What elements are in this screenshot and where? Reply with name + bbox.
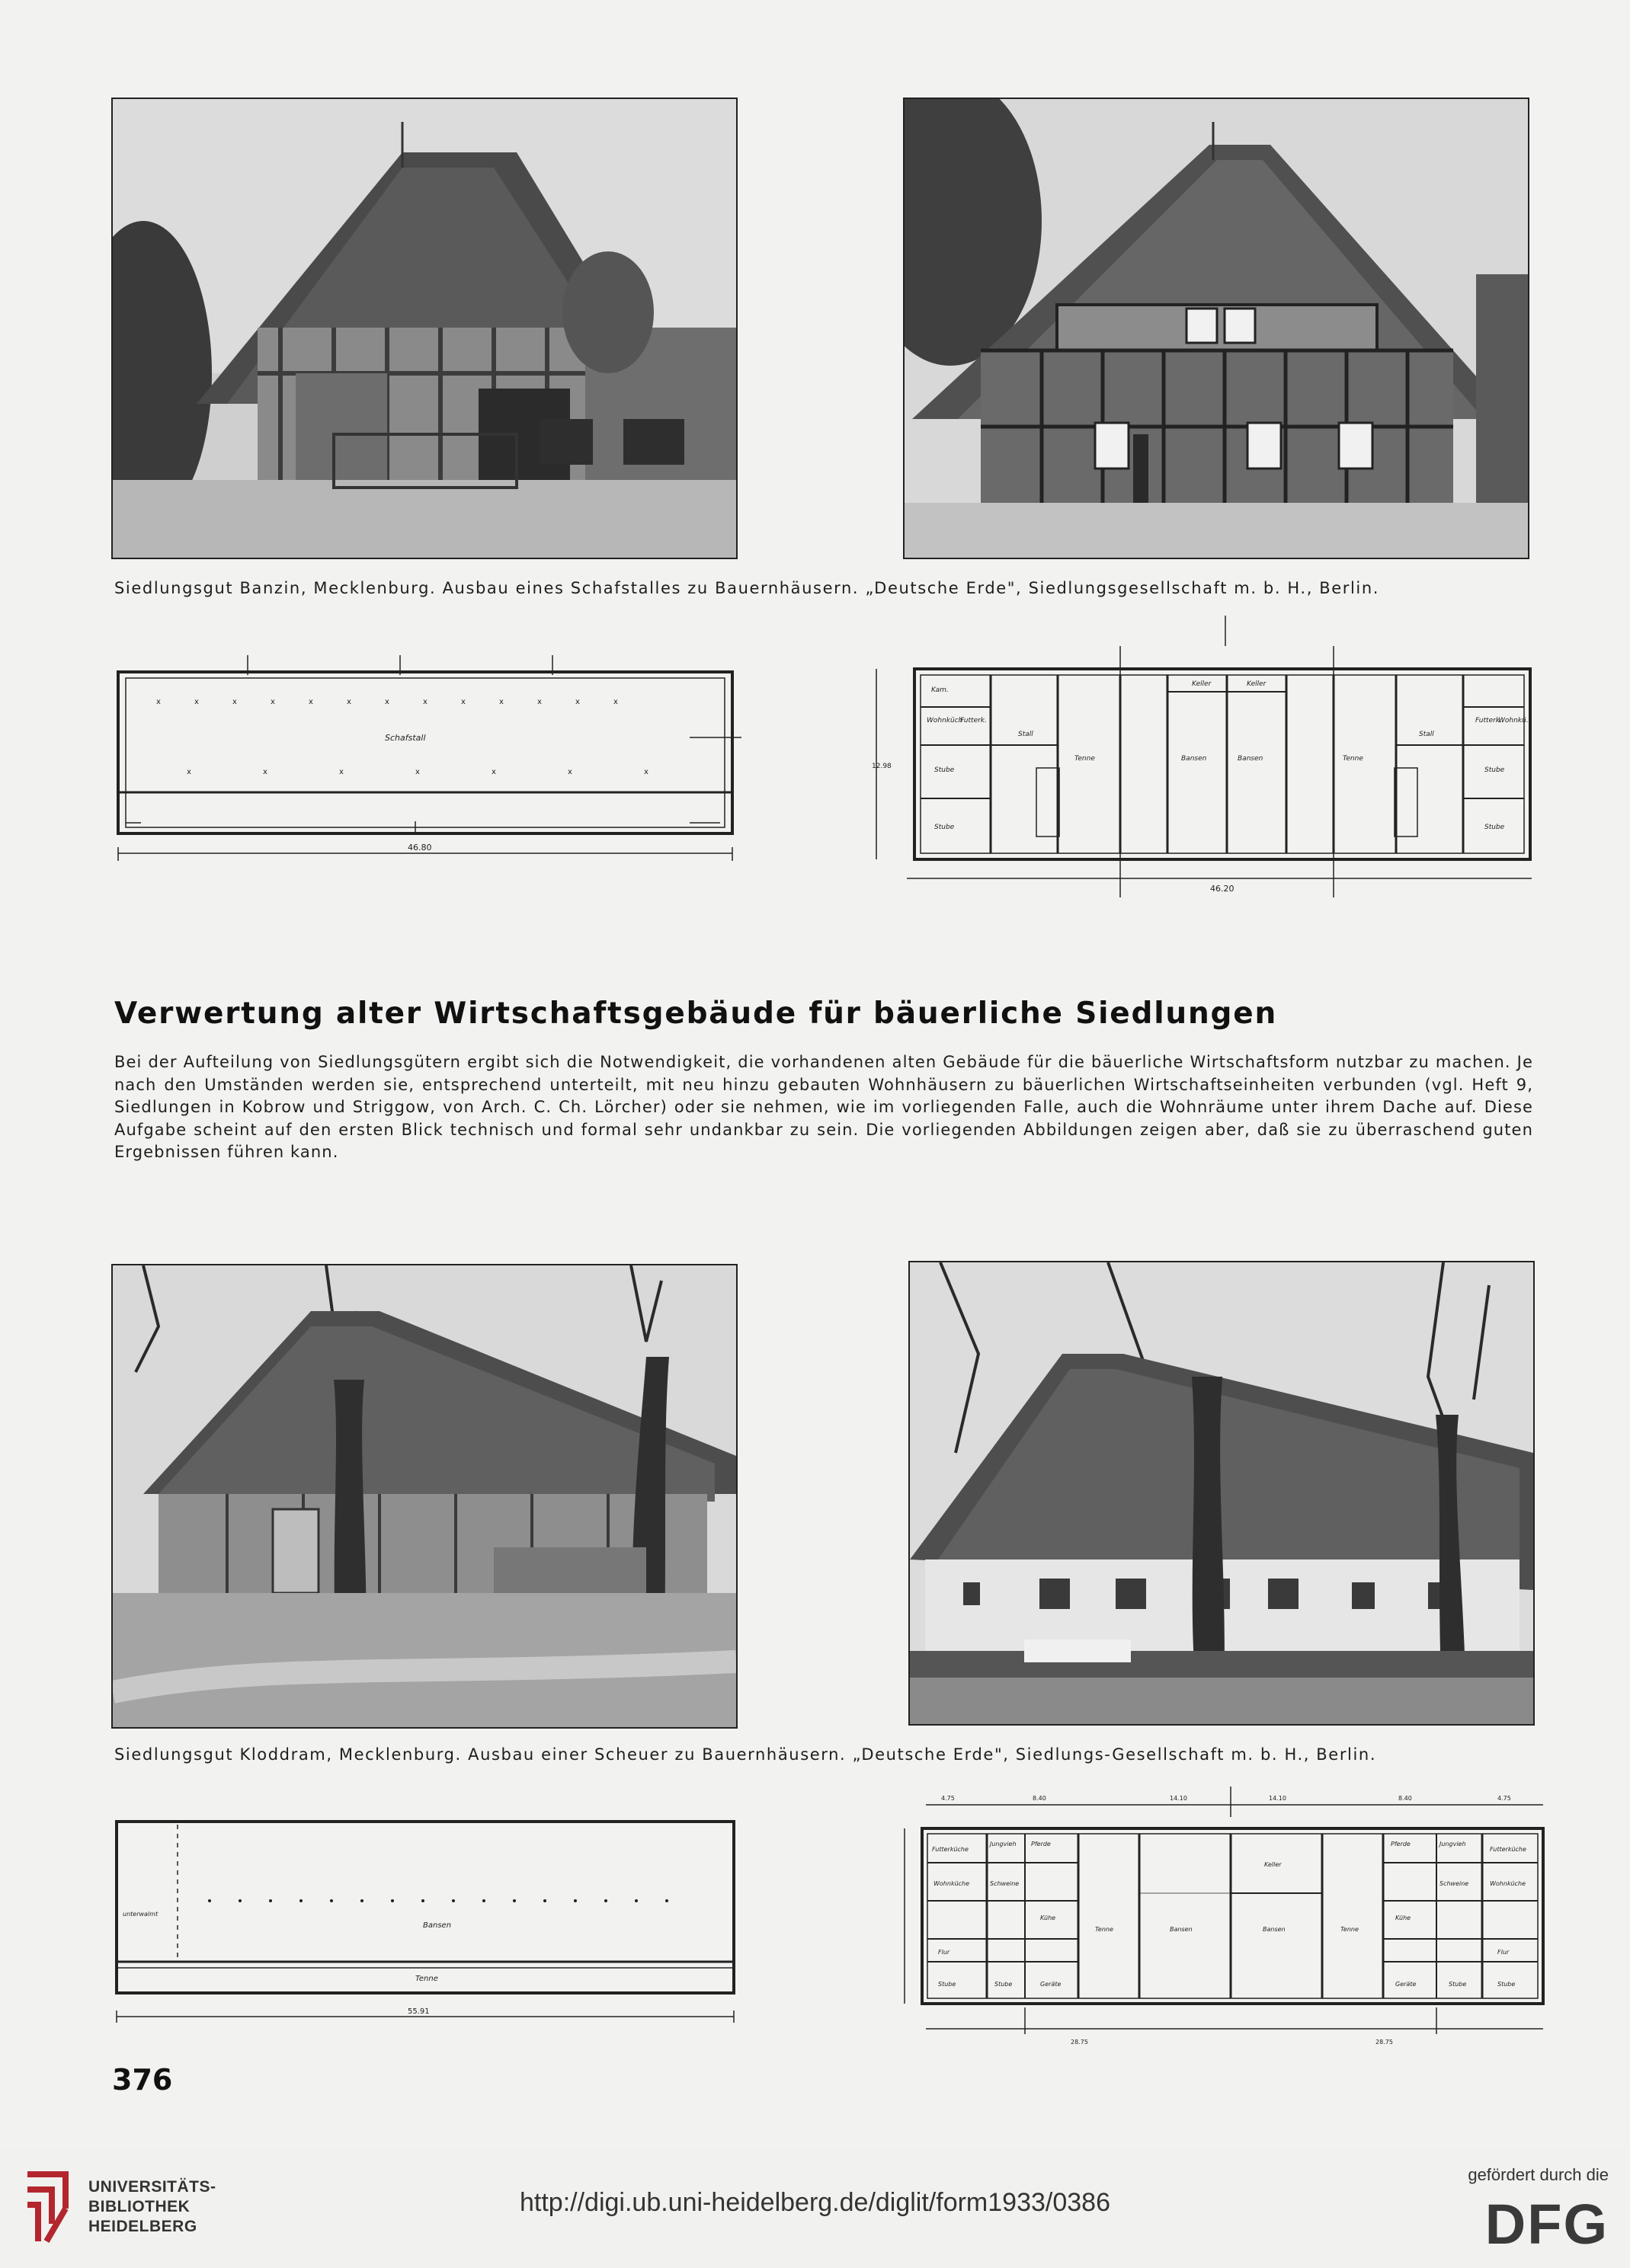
svg-text:x: x [499,698,504,706]
svg-text:x: x [575,698,580,706]
svg-text:x: x [415,768,420,776]
svg-text:x: x [492,768,496,776]
plan-schafstall [110,648,741,899]
plan-room-label: Jungvieh [990,1841,1017,1847]
plan-room-label: Stube [994,1981,1013,1988]
caption-banzin: Siedlungsgut Banzin, Mecklenburg. Ausbau eines Schafstalles zu Bauernhäusern. „Deutsche Erde", Siedlungsgesellschaft m. b. H., Berlin. [114,579,1380,597]
plan-room-label: Pferde [1391,1841,1411,1847]
article-body: Bei der Aufteilung von Siedlungsgütern ergibt sich die Notwendigkeit, die vorhandenen alten Gebäude für die bäuerliche Wirtschaftsform nutzbar zu machen. Je nach den Umständen werden sie, entsprechend unterteilt, mit neu hinzu gebauten Wohnhäusern zu bäuerlichen Wirtschaftseinheiten verbunden (vgl. Heft 9, Siedlungen in Kobrow und Striggow, von Arch. C. Ch. Lörcher) oder sie nehmen, wie im vorliegenden Falle, auch die Wohnräume unter ihrem Dache auf. Diese Aufgabe scheint auf den ersten Blick technisch und formal sehr undankbar zu sein. Die vorliegenden Abbildungen zeigen aber, daß sie zu überraschend guten Ergebnissen führen kann. [114,1053,1533,1161]
plan-scheuer-room-top: Bansen [423,1921,452,1930]
photo-banzin-farmhouse [903,98,1529,559]
svg-text:x: x [156,698,161,706]
plan-room-label: Flur [938,1949,950,1956]
plan-room-label: Schweine [990,1880,1020,1887]
plan-room-label: Stall [1419,731,1434,738]
svg-text:x: x [232,698,237,706]
viewer-footer [0,2148,1630,2268]
plan-room-label: Tenne [1340,1926,1359,1933]
plan-dimension: 28.75 [1071,2039,1088,2046]
article-heading: Verwertung alter Wirtschaftsgebäude für bäuerliche Siedlungen [114,996,1278,1031]
funding-label: gefördert durch die [1468,2165,1609,2184]
plan-dimension: 28.75 [1375,2039,1393,2046]
plan-room-label: Stube [934,824,955,831]
caption-kloddram: Siedlungsgut Kloddram, Mecklenburg. Ausbau einer Scheuer zu Bauernhäusern. „Deutsche Erde", Siedlungs-Gesellschaft m. b. H., Berlin. [114,1745,1377,1764]
page-number: 376 [112,2063,173,2097]
plan-room-label: Tenne [1074,755,1095,763]
plan-room-label: Futterk. [1475,717,1502,725]
plan-room-label: Flur [1497,1949,1510,1956]
svg-text:x: x [568,768,572,776]
plan-scheuer-side-label: unterwalmt [123,1911,159,1918]
plan-dimension: 4.75 [1497,1795,1511,1802]
plan-room-label: Pferde [1031,1841,1051,1847]
svg-text:x: x [613,698,618,706]
plan-room-label: Bansen [1263,1926,1286,1933]
plan-room-label: Geräte [1040,1981,1062,1988]
plan-room-label: Futterküche [1490,1846,1526,1853]
library-line: BIBLIOTHEK [88,2198,191,2215]
plan-room-label: Bansen [1181,755,1207,763]
plan-room-label: Stube [1484,824,1505,831]
plan-room-label: Wohnkü. [1498,717,1529,725]
plan-room-label: Jungvieh [1439,1841,1466,1847]
library-line: UNIVERSITÄTS- [88,2178,216,2196]
plan-scheuer [110,1817,743,2038]
plan-room-label: Stube [934,766,955,774]
plan-room-label: Bansen [1238,755,1263,763]
plan-room-label: Stube [1497,1981,1516,1988]
svg-text:x: x [271,698,275,706]
photo-banzin-barn [111,98,738,559]
svg-text:x: x [347,698,351,706]
dfg-logo: DFG [1484,2193,1609,2256]
svg-text:x: x [194,698,199,706]
plan-room-label: Tenne [1343,755,1363,763]
plan-room-label: Tenne [1095,1926,1113,1933]
plan-room-label: Stall [1018,731,1033,738]
plan-scheuer-room-bottom: Tenne [415,1975,438,1983]
svg-text:x: x [187,768,191,776]
plan-room-label: Keller [1264,1861,1282,1868]
plan-room-label: Wohnküch [927,717,963,725]
plan-dimension: 4.75 [941,1795,955,1802]
plan-room-label: Keller [1192,680,1212,688]
document-url[interactable]: http://digi.ub.uni-heidelberg.de/diglit/form1933/0386 [520,2188,1110,2217]
plan-scheuer-dimension: 55.91 [408,2007,430,2016]
plan-kloddram-farmhouse [895,1787,1551,2049]
plan-room-label: Geräte [1395,1981,1417,1988]
plan-dimension: 8.40 [1033,1795,1046,1802]
plan-room-label: Kam. [931,686,949,694]
photo-kloddram-barn [111,1264,738,1729]
plan-room-label: Bansen [1170,1926,1193,1933]
plan-banzin-dimension: 46.20 [1210,884,1235,894]
plan-room-label: Keller [1247,680,1267,688]
svg-text:x: x [423,698,428,706]
plan-schafstall-room: Schafstall [385,733,426,743]
plan-room-label: Stube [1449,1981,1467,1988]
plan-room-label: Futterk. [960,717,987,725]
svg-text:x: x [644,768,648,776]
plan-room-label: Stube [938,1981,956,1988]
plan-room-label: Stube [1484,766,1505,774]
svg-text:x: x [385,698,389,706]
plan-room-label: Futterküche [932,1846,969,1853]
library-line: HEIDELBERG [88,2218,197,2235]
plan-banzin-farmhouse [869,616,1539,911]
plan-room-label: Schweine [1439,1880,1469,1887]
svg-text:x: x [339,768,344,776]
plan-schafstall-dimension: 46.80 [408,843,432,852]
plan-height-label: 12.98 [872,763,892,770]
photo-kloddram-farmhouse [908,1261,1535,1726]
svg-text:x: x [461,698,466,706]
plan-room-label: Wohnküche [1490,1880,1526,1887]
plan-room-label: Kühe [1040,1915,1056,1921]
plan-dimension: 14.10 [1269,1795,1286,1802]
plan-dimension: 14.10 [1170,1795,1187,1802]
svg-text:x: x [263,768,267,776]
plan-room-label: Kühe [1395,1915,1411,1921]
plan-dimension: 8.40 [1398,1795,1412,1802]
plan-room-label: Wohnküche [933,1880,970,1887]
svg-text:x: x [537,698,542,706]
svg-text:x: x [309,698,313,706]
